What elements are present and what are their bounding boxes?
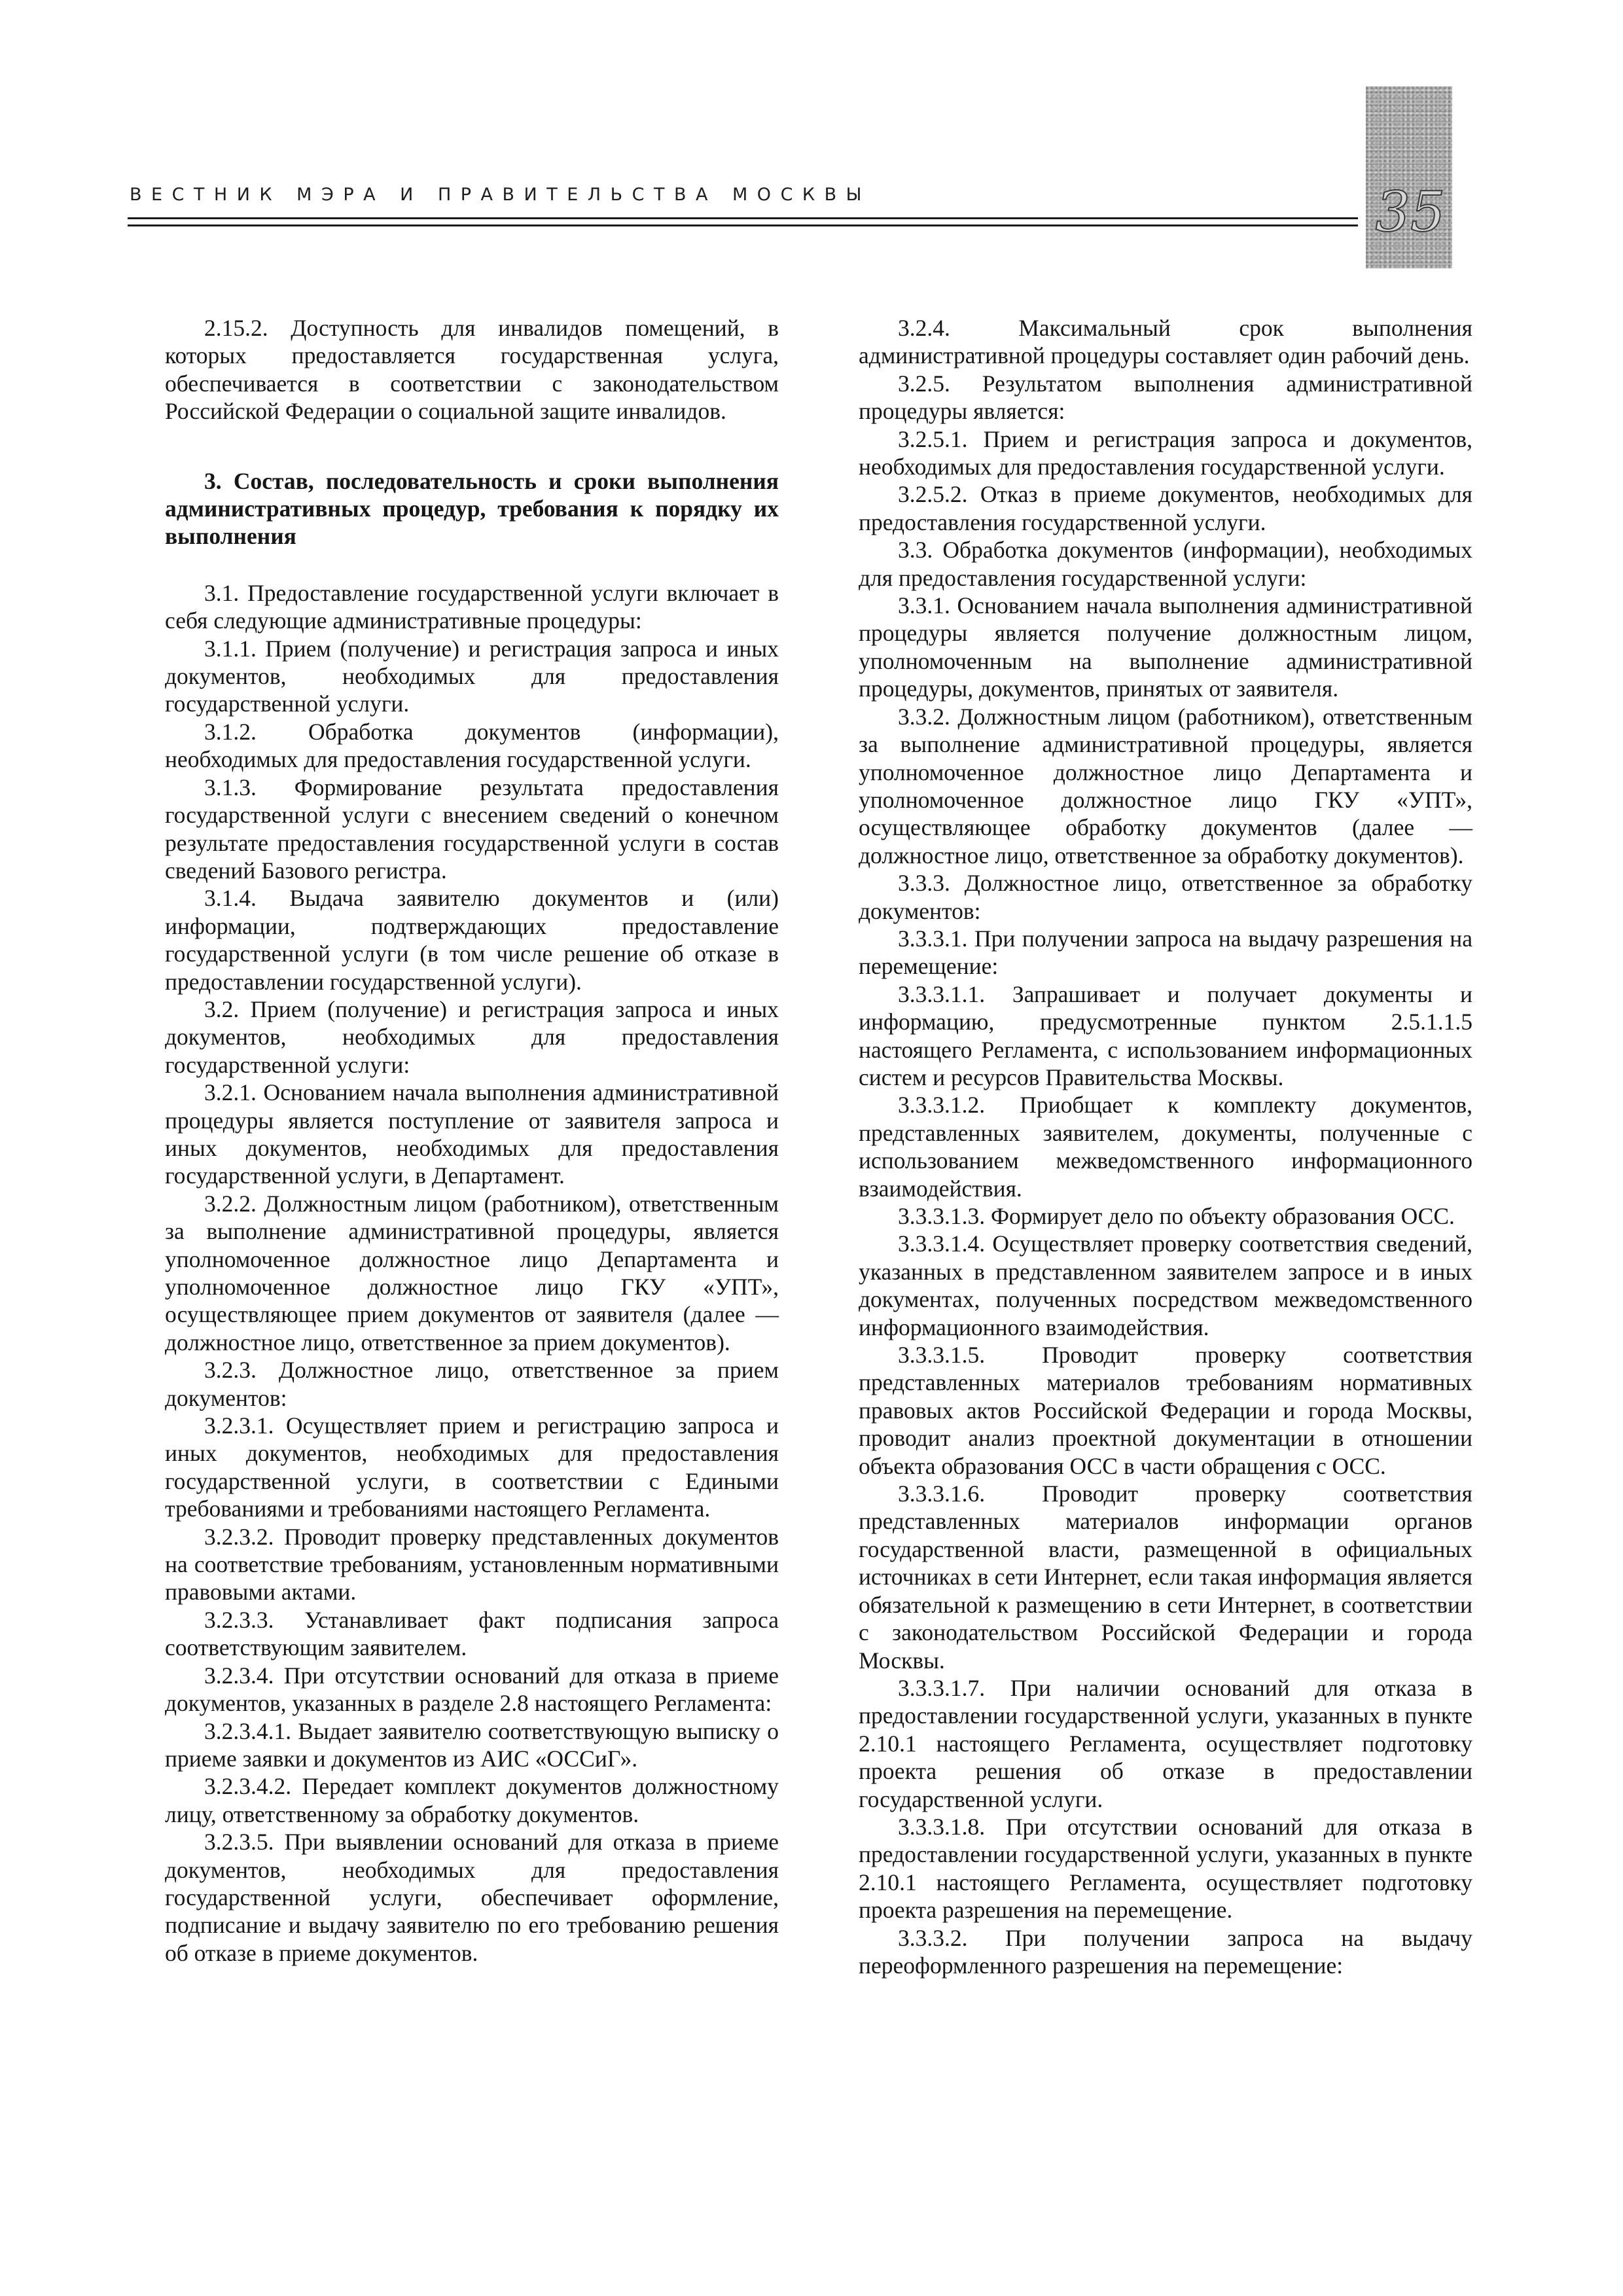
- paragraph: 3.3.2. Должностным лицом (работником), ответственным за выполнение административной процедуры, является уполномоченное должностное лицо Департамента и уполномоченное должностное лицо ГКУ «УПТ», осуществляющее обработку документов (далее — должностное лицо, ответственное за обработку документов).: [859, 703, 1472, 869]
- paragraph: 3.2.3.4.1. Выдает заявителю соответствующую выписку о приеме заявки и документов из АИС «ОССиГ».: [165, 1717, 779, 1772]
- paragraph: 3.3.3.1.6. Проводит проверку соответствия представленных материалов информации органов государственной власти, размещенной в официальных источниках в сети Интернет, если такая информация является обязательной к размещению в сети Интернет, в соответствии с законодательством Российской Федерации и города Москвы.: [859, 1480, 1472, 1674]
- paragraph: 3.2.3.3. Устанавливает факт подписания запроса соответствующим заявителем.: [165, 1606, 779, 1661]
- paragraph: 3.3.3.1.8. При отсутствии оснований для отказа в предоставлении государственной услуги, указанных в пункте 2.10.1 настоящего Регламента, осуществляет подготовку проекта разрешения на перемещение.: [859, 1813, 1472, 1924]
- paragraph: 3.1.1. Прием (получение) и регистрация запроса и иных документов, необходимых для предоставления государственной услуги.: [165, 635, 779, 717]
- left-column: [165, 314, 779, 1967]
- paragraph: 3.2.3. Должностное лицо, ответственное за прием документов:: [165, 1357, 779, 1411]
- paragraph: 3.2. Прием (получение) и регистрация запроса и иных документов, необходимых для предоставления государственной услуги:: [165, 996, 779, 1078]
- paragraph: 3.3. Обработка документов (информации), необходимых для предоставления государственной услуги:: [859, 537, 1472, 591]
- paragraph: 3.3.3.1.4. Осуществляет проверку соответствия сведений, указанных в представленном заявителем запросе и в иных документах, полученных посредством межведомственного информационного взаимодействия.: [859, 1230, 1472, 1340]
- paragraph: 2.15.2. Доступность для инвалидов помещений, в которых предоставляется государственная услуга, обеспечивается в соответствии с законодательством Российской Федерации о социальной защите инвалидов.: [165, 315, 779, 425]
- paragraph: 3.2.5. Результатом выполнения административной процедуры является:: [859, 370, 1472, 425]
- spacer: [165, 425, 779, 467]
- paragraph: 3.1.2. Обработка документов (информации), необходимых для предоставления государственной услуги.: [165, 718, 779, 773]
- paragraph: 3.3.3.1. При получении запроса на выдачу разрешения на перемещение:: [859, 925, 1472, 980]
- paragraph: 3.2.3.2. Проводит проверку представленных документов на соответствие требованиям, установленным нормативными правовыми актами.: [165, 1523, 779, 1605]
- paragraph: 3.2.3.1. Осуществляет прием и регистрацию запроса и иных документов, необходимых для предоставления государственной услуги, в соответствии с Едиными требованиями и требованиями настоящего Регламента.: [165, 1412, 779, 1522]
- spacer: [165, 550, 779, 579]
- paragraph: 3.3.3.1.7. При наличии оснований для отказа в предоставлении государственной услуги, указанных в пункте 2.10.1 настоящего Регламента, осуществляет подготовку проекта решения об отказе в предоставлении государственной услуги.: [859, 1674, 1472, 1812]
- paragraph: 3.3.1. Основанием начала выполнения административной процедуры является получение должностным лицом, уполномоченным на выполнение административной процедуры, документов, принятых от заявителя.: [859, 592, 1472, 702]
- paragraph: 3.3.3.1.2. Приобщает к комплекту документов, представленных заявителем, документы, полученные с использованием межведомственного информационного взаимодействия.: [859, 1092, 1472, 1202]
- paragraph: 3.1. Предоставление государственной услуги включает в себя следующие административные процедуры:: [165, 579, 779, 634]
- paragraph: 3.1.3. Формирование результата предоставления государственной услуги с внесением сведений о конечном результате предоставления государственной услуги в состав сведений Базового регистра.: [165, 774, 779, 884]
- paragraph: 3.2.3.5. При выявлении оснований для отказа в приеме документов, необходимых для предоставления государственной услуги, обеспечивает оформление, подписание и выдачу заявителю по его требованию решения об отказе в приеме документов.: [165, 1829, 779, 1966]
- paragraph: 3.2.2. Должностным лицом (работником), ответственным за выполнение административной процедуры, является уполномоченное должностное лицо Департамента и уполномоченное должностное лицо ГКУ «УПТ», осуществляющее прием документов от заявителя (далее — должностное лицо, ответственное за прием документов).: [165, 1190, 779, 1355]
- paragraph: 3.3.3.2. При получении запроса на выдачу переоформленного разрешения на перемещение:: [859, 1924, 1472, 1979]
- paragraph: 3.2.5.1. Прием и регистрация запроса и документов, необходимых для предоставления государственной услуги.: [859, 425, 1472, 480]
- paragraph: 3.2.3.4. При отсутствии оснований для отказа в приеме документов, указанных в разделе 2.8 настоящего Регламента:: [165, 1662, 779, 1717]
- paragraph: 3.3.3.1.5. Проводит проверку соответствия представленных материалов требованиям нормативных правовых актов Российской Федерации и города Москвы, проводит анализ проектной документации в отношении объекта образования ОСС в части обращения с ОСС.: [859, 1342, 1472, 1479]
- paragraph: 3.2.1. Основанием начала выполнения административной процедуры является поступление от заявителя запроса и иных документов, необходимых для предоставления государственной услуги, в Департамент.: [165, 1079, 779, 1189]
- paragraph: 3.2.5.2. Отказ в приеме документов, необходимых для предоставления государственной услуги.: [859, 481, 1472, 535]
- right-column: [859, 314, 1472, 1979]
- header-rule-top: [128, 217, 1358, 219]
- page-number: 35: [1375, 180, 1446, 244]
- paragraph: 3.3.3.1.3. Формирует дело по объекту образования ОСС.: [898, 1203, 1455, 1229]
- section-heading: 3. Состав, последовательность и сроки выполнения административных процедур, требования к порядку их выполнения: [165, 467, 779, 550]
- paragraph: 3.3.3. Должностное лицо, ответственное за обработку документов:: [859, 870, 1472, 924]
- paragraph: 3.1.4. Выдача заявителю документов и (или) информации, подтверждающих предоставление государственной услуги (в том числе решение об отказе в предоставлении государственной услуги).: [165, 885, 779, 995]
- header-rule-bottom: [128, 224, 1358, 226]
- paragraph: 3.2.3.4.2. Передает комплект документов должностному лицу, ответственному за обработку документов.: [165, 1773, 779, 1827]
- paragraph: 3.2.4. Максимальный срок выполнения административной процедуры составляет один рабочий день.: [859, 315, 1472, 369]
- journal-title: ВЕСТНИК МЭРА И ПРАВИТЕЛЬСТВА МОСКВЫ: [130, 185, 871, 205]
- paragraph: 3.3.3.1.1. Запрашивает и получает документы и информацию, предусмотренные пунктом 2.5.1.1.5 настоящего Регламента, с использованием информационных систем и ресурсов Правительства Москвы.: [859, 980, 1472, 1090]
